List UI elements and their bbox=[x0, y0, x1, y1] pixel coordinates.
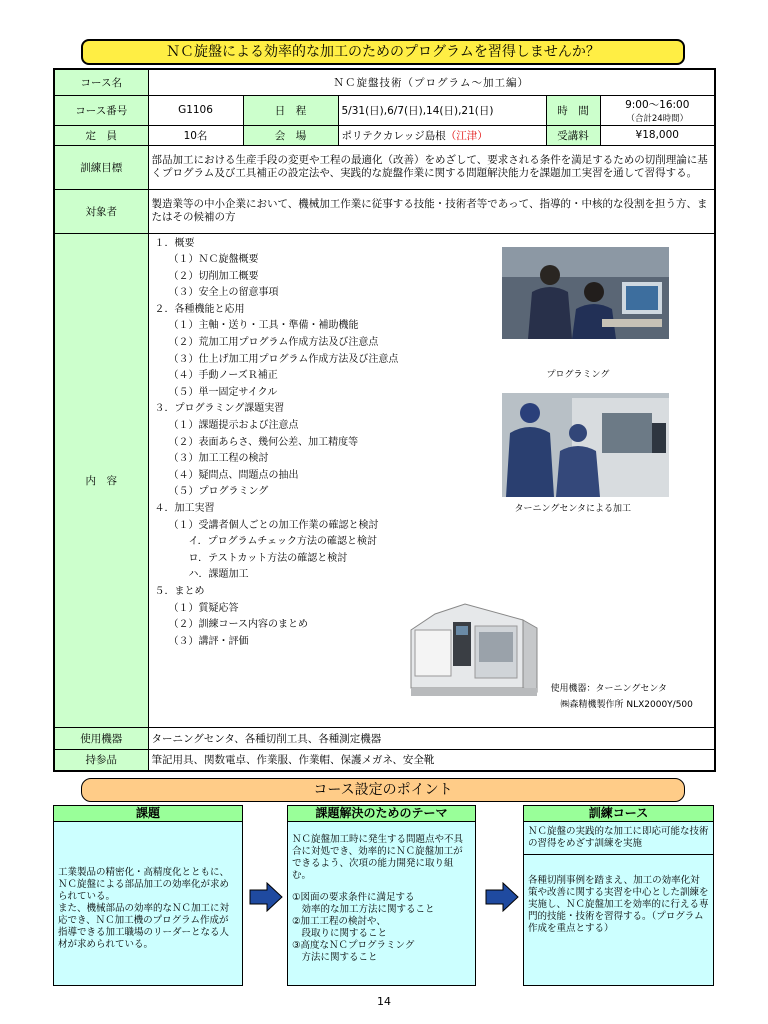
headline-banner: ＮＣ旋盤による効率的な加工のためのプログラムを習得しませんか？ bbox=[81, 39, 685, 65]
machine-caption: 使用機器：ターニングセンタ bbox=[550, 683, 667, 694]
turning-center-photo-caption: ターニングセンタによる加工 bbox=[514, 503, 631, 514]
outline-item: （２）切削加工概要 bbox=[168, 270, 259, 282]
venue-label: 会 場 bbox=[243, 125, 338, 145]
course-box bbox=[523, 805, 714, 986]
programming-photo bbox=[502, 247, 669, 339]
course-body bbox=[524, 822, 713, 939]
equipment-label: 使用機器 bbox=[54, 727, 148, 749]
outline-item: （４）手動ノーズＲ補正 bbox=[168, 370, 278, 382]
outline-item: （３）講評・評価 bbox=[168, 635, 249, 647]
course-bottom-text: 各種切削事例を踏まえ、加工の効率化対策や改善に関する実習を中心とした訓練を実施し、ＮＣ旋盤加工を効率的に行える専門的技能・技術を習得する。（プログラム作成を重点とする） bbox=[524, 854, 713, 935]
outline-list bbox=[155, 236, 399, 651]
venue-cell bbox=[338, 125, 546, 145]
schedule: 5/31(日),6/7(日),14(日),21(日) bbox=[338, 95, 546, 125]
outline-item: （１）受講者個人ごとの加工作業の確認と検討 bbox=[168, 519, 379, 531]
theme-box bbox=[287, 805, 476, 986]
outline-item: １．概要 bbox=[154, 237, 195, 249]
programming-photo-caption: プログラミング bbox=[546, 369, 610, 380]
equipment: ターニングセンタ、各種切削工具、各種測定機器 bbox=[148, 727, 715, 749]
right-arrow-icon bbox=[249, 882, 283, 912]
course-name-label: コース名 bbox=[54, 69, 148, 95]
issue-text: 工業製品の精密化・高精度化とともに、ＮＣ旋盤による部品加工の効率化が求められている。 また、機械部品の効率的なＮＣ加工に対応でき、ＮＣ加工機のプログラム作成が指導できる加工職場のリーダーとなる人材が求められている。 bbox=[58, 867, 230, 950]
theme-item: ③高度なＮＣプログラミング 方法に関すること bbox=[292, 940, 415, 963]
theme-item: ②加工工程の検討や、 段取りに関すること bbox=[292, 916, 388, 939]
outline-item: （１）課題提示および注意点 bbox=[168, 420, 299, 432]
schedule-label: 日 程 bbox=[243, 95, 338, 125]
theme-body bbox=[288, 822, 475, 968]
outline-item: ４．加工実習 bbox=[154, 503, 215, 514]
outline-item: （４）疑問点、問題点の抽出 bbox=[168, 469, 299, 481]
outline-item: （３）加工工程の検討 bbox=[168, 453, 269, 465]
venue-note: （江津） bbox=[445, 129, 488, 142]
outline-item: （１）ＮＣ旋盤概要 bbox=[168, 254, 259, 266]
theme-text: ＮＣ旋盤加工時に発生する問題点や不具合に対処でき、効率的にＮＣ旋盤加工ができるよう、次項の能力開発に取り組む。 bbox=[292, 834, 464, 881]
content-label: 内 容 bbox=[54, 233, 148, 727]
time-label: 時 間 bbox=[546, 95, 600, 125]
outline-item: イ．プログラムチェック方法の確認と検討 bbox=[188, 536, 377, 548]
outline-item: （５）プログラミング bbox=[168, 486, 269, 498]
course-table bbox=[53, 68, 716, 772]
target-label: 対象者 bbox=[54, 189, 148, 233]
outline-item: （２）荒加工用プログラム作成方法及び注意点 bbox=[168, 337, 379, 349]
theme-item: ①図面の要求条件に満足する 効率的な加工方法に関すること bbox=[292, 892, 435, 915]
outline-item: （３）仕上げ加工用プログラム作成方法及び注意点 bbox=[168, 353, 399, 365]
fee-label: 受講料 bbox=[546, 125, 600, 145]
issue-box bbox=[53, 805, 243, 986]
capacity: 10名 bbox=[148, 125, 243, 145]
course-number: G1106 bbox=[148, 95, 243, 125]
outline-item: （２）表面あらさ、幾何公差、加工精度等 bbox=[168, 436, 359, 448]
goal-label: 訓練目標 bbox=[54, 145, 148, 189]
bring-label: 持参品 bbox=[54, 749, 148, 771]
outline-item: ２．各種機能と応用 bbox=[154, 303, 245, 315]
outline-item: ロ．テストカット方法の確認と検討 bbox=[188, 552, 348, 564]
time-total: （合計24時間） bbox=[626, 113, 689, 124]
outline-item: （５）単一固定サイクル bbox=[168, 386, 278, 398]
points-banner: コース設定のポイント bbox=[81, 778, 685, 802]
right-arrow-icon bbox=[485, 882, 519, 912]
fee: ¥18,000 bbox=[600, 125, 715, 145]
theme-header: 課題解決のためのテーマ bbox=[288, 806, 475, 822]
issue-header: 課題 bbox=[54, 806, 242, 822]
capacity-label: 定 員 bbox=[54, 125, 148, 145]
course-name: ＮＣ旋盤技術（プログラム～加工編） bbox=[148, 69, 715, 95]
course-header: 訓練コース bbox=[524, 806, 713, 822]
machine-model-caption: ㈱森精機製作所 NLX2000Y/500 bbox=[560, 699, 693, 710]
turning-center-photo bbox=[502, 393, 669, 497]
course-number-label: コース番号 bbox=[54, 95, 148, 125]
turning-center-illustration bbox=[405, 600, 542, 700]
time-cell bbox=[600, 95, 715, 125]
page-number: 14 bbox=[377, 995, 391, 1008]
course-top-text: ＮＣ旋盤の実践的な加工に即応可能な技術の習得をめざす訓練を実施 bbox=[528, 826, 709, 849]
outline-item: ３．プログラミング課題実習 bbox=[154, 403, 285, 415]
outline-item: （３）安全上の留意事項 bbox=[168, 287, 279, 299]
venue: ポリテクカレッジ島根 bbox=[341, 129, 446, 142]
outline-item: （１）主軸・送り・工具・準備・補助機能 bbox=[168, 320, 359, 332]
goal: 部品加工における生産手段の変更や工程の最適化（改善）をめざして、要求される条件を満足するための切削理論に基くプログラム及び工具補正の設定法や、実践的な旋盤作業に関する問題解決能力を課題加工実習を通して習得する。 bbox=[148, 145, 715, 189]
outline-item: （２）訓練コース内容のまとめ bbox=[168, 619, 308, 631]
time: 9:00～16:00 bbox=[625, 98, 690, 111]
outline-item: ５．まとめ bbox=[154, 585, 205, 597]
content-cell bbox=[148, 233, 715, 727]
outline-item: ハ．課題加工 bbox=[188, 569, 249, 581]
target: 製造業等の中小企業において、機械加工作業に従事する技能・技術者等であって、指導的・中核的な役割を担う方、またはその候補の方 bbox=[148, 189, 715, 233]
bring: 筆記用具、関数電卓、作業服、作業帽、保護メガネ、安全靴 bbox=[148, 749, 715, 771]
outline-item: （１）質疑応答 bbox=[168, 602, 239, 614]
